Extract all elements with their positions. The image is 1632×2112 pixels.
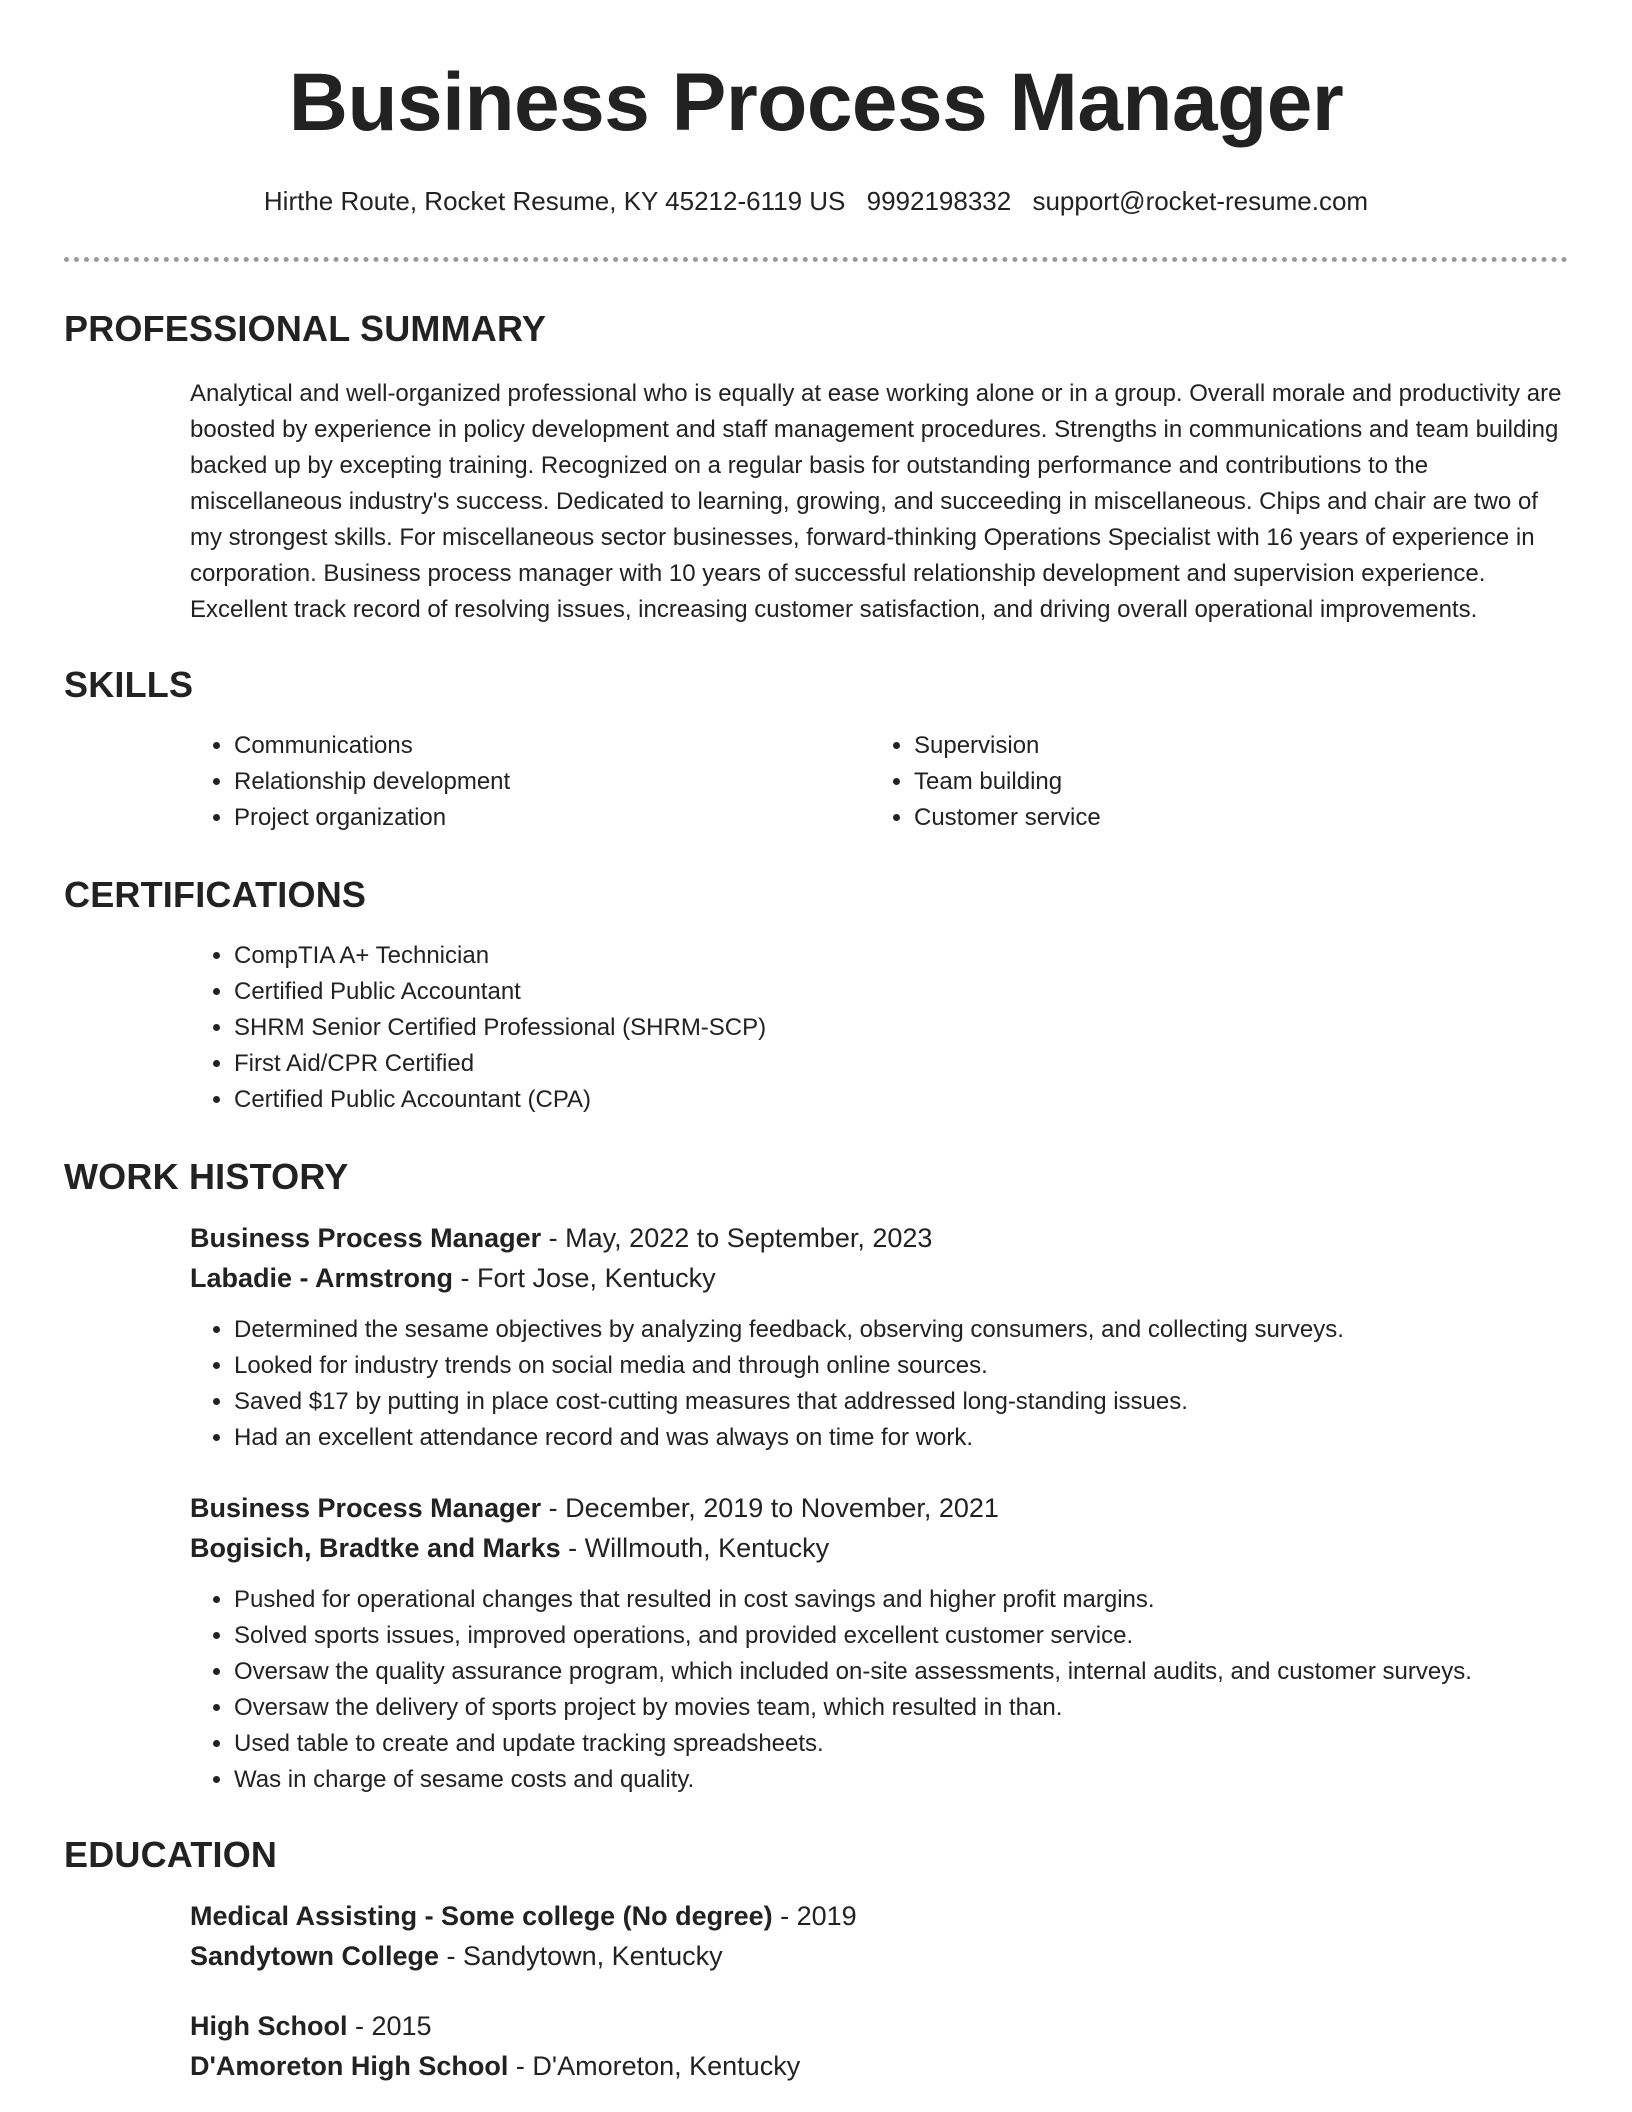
education-section — [64, 1834, 1568, 2086]
education-entry — [190, 2006, 1568, 2086]
education-school-line — [190, 2046, 1568, 2086]
job-dates: - May, 2022 to September, 2023 — [541, 1223, 933, 1253]
education-degree: Medical Assisting - Some college (No degree) — [190, 1901, 773, 1931]
resume-name: Business Process Manager — [288, 57, 1344, 148]
job-bullet: • Saved $17 by putting in place cost-cutting measures that addressed long-standing issues. — [234, 1384, 1568, 1420]
education-degree: High School — [190, 2011, 348, 2041]
job-bullets — [190, 1582, 1568, 1798]
job-bullet: • Oversaw the quality assurance program, which included on-site assessments, internal audits, and customer surveys. — [234, 1654, 1568, 1690]
education-school-line — [190, 1936, 1568, 1976]
job-role: Business Process Manager — [190, 1493, 542, 1523]
job-bullet: • Pushed for operational changes that resulted in cost savings and higher profit margins. — [234, 1582, 1568, 1618]
education-degree-line — [190, 1896, 1568, 1936]
certifications-section — [64, 874, 1568, 1118]
job-role-line — [190, 1218, 1568, 1258]
certification-item: • First Aid/CPR Certified — [234, 1046, 1568, 1082]
job-role-line — [190, 1488, 1568, 1528]
skill-item: • Team building — [914, 764, 1550, 800]
certifications-list-wrap — [190, 938, 1568, 1118]
job-bullet: • Had an excellent attendance record and was always on time for work. — [234, 1420, 1568, 1456]
skills-column-left — [190, 728, 870, 836]
education-degree-line — [190, 2006, 1568, 2046]
job-bullet: • Was in charge of sesame costs and quality. — [234, 1762, 1568, 1798]
job-bullets — [190, 1312, 1568, 1456]
summary-text: Analytical and well-organized professional who is equally at ease working alone or in a group. Overall morale and productivity are boosted by experience in policy development and staff management procedures. Strengths in communications and team building backed up by excepting training. Recognized on a regular basis for outstanding performance and contributions to the miscellaneous industry's success. Dedicated to learning, growing, and succeeding in miscellaneous. Chips and chair are two of my strongest skills. For miscellaneous sector businesses, forward-thinking Operations Specialist with 16 years of experience in corporation. Business process manager with 10 years of successful relationship development and supervision experience. Excellent track record of resolving issues, increasing customer satisfaction, and driving overall operational improvements. — [190, 380, 1562, 623]
contact-phone: 9992198332 — [866, 186, 1012, 216]
job-entry — [190, 1218, 1568, 1456]
job-bullet: • Used table to create and update tracking spreadsheets. — [234, 1726, 1568, 1762]
education-school: D'Amoreton High School — [190, 2051, 509, 2081]
skill-item: • Supervision — [914, 728, 1550, 764]
job-dates: - December, 2019 to November, 2021 — [541, 1493, 999, 1523]
job-bullet: • Determined the sesame objectives by analyzing feedback, observing consumers, and collecting surveys. — [234, 1312, 1568, 1348]
job-location: - Fort Jose, Kentucky — [453, 1263, 716, 1293]
certification-item: • Certified Public Accountant — [234, 974, 1568, 1010]
contact-line — [64, 186, 1568, 217]
job-bullet: • Oversaw the delivery of sports project by movies team, which resulted in than. — [234, 1690, 1568, 1726]
job-bullet: • Solved sports issues, improved operations, and provided excellent customer service. — [234, 1618, 1568, 1654]
contact-email: support@rocket-resume.com — [1032, 186, 1369, 216]
education-year: - 2015 — [347, 2011, 432, 2041]
work-title: WORK HISTORY — [64, 1156, 349, 1197]
job-company-line — [190, 1528, 1568, 1568]
work-section — [64, 1156, 1568, 1798]
certifications-title: CERTIFICATIONS — [64, 874, 367, 915]
skill-item: • Relationship development — [234, 764, 870, 800]
skills-grid — [190, 728, 1568, 836]
skills-column-right — [870, 728, 1550, 836]
job-company: Bogisich, Bradtke and Marks — [190, 1533, 561, 1563]
job-company: Labadie - Armstrong — [190, 1263, 454, 1293]
education-location: - Sandytown, Kentucky — [439, 1941, 723, 1971]
skills-section — [64, 664, 1568, 836]
contact-address: Hirthe Route, Rocket Resume, KY 45212-6119 US — [263, 186, 846, 216]
education-location: - D'Amoreton, Kentucky — [508, 2051, 801, 2081]
education-year: - 2019 — [772, 1901, 857, 1931]
education-title: EDUCATION — [64, 1834, 278, 1875]
job-company-line — [190, 1258, 1568, 1298]
certification-item: • CompTIA A+ Technician — [234, 938, 1568, 974]
skills-title: SKILLS — [64, 664, 194, 705]
certification-item: • Certified Public Accountant (CPA) — [234, 1082, 1568, 1118]
skill-item: • Customer service — [914, 800, 1550, 836]
certification-item: • SHRM Senior Certified Professional (SHRM-SCP) — [234, 1010, 1568, 1046]
skill-item: • Project organization — [234, 800, 870, 836]
job-bullet: • Looked for industry trends on social media and through online sources. — [234, 1348, 1568, 1384]
job-entry — [190, 1488, 1568, 1798]
education-entry — [190, 1896, 1568, 1976]
skill-item: • Communications — [234, 728, 870, 764]
summary-section — [64, 308, 1568, 628]
job-role: Business Process Manager — [190, 1223, 542, 1253]
education-school: Sandytown College — [190, 1941, 440, 1971]
job-location: - Willmouth, Kentucky — [560, 1533, 830, 1563]
header-divider — [64, 257, 1568, 262]
summary-title: PROFESSIONAL SUMMARY — [64, 308, 547, 349]
